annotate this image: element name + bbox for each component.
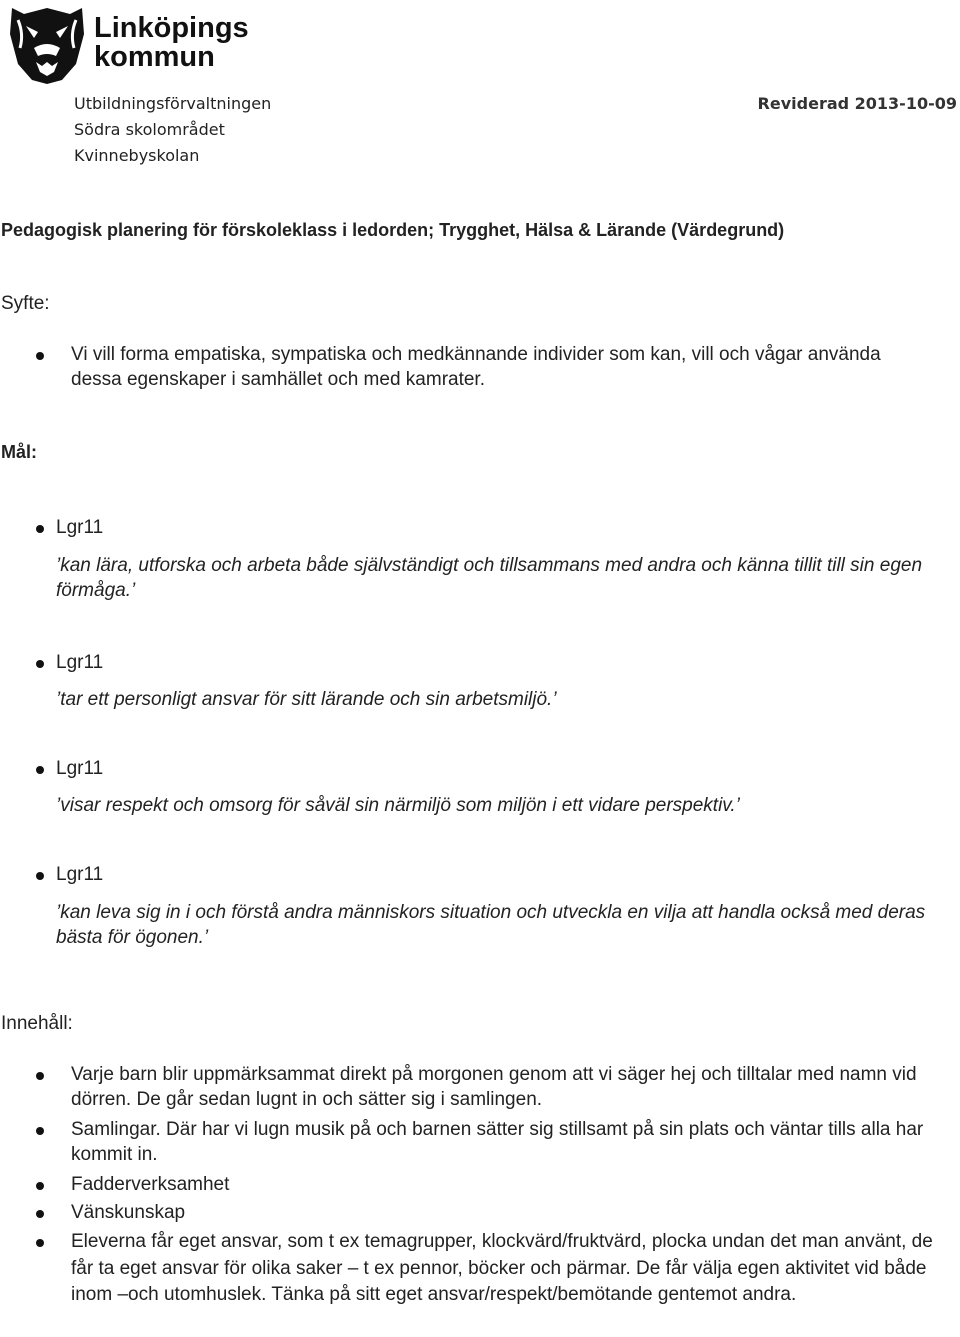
innehall-item-3: Fadderverksamhet bbox=[71, 1174, 230, 1195]
lion-logo-icon bbox=[4, 4, 90, 86]
mal-item-1-quote: ’kan lära, utforska och arbeta både självständigt och tillsammans med andra och känna tillit till sin egen förmåga.’ bbox=[56, 555, 923, 601]
mal-item-3-quote: ’visar respekt och omsorg för såväl sin närmiljö som miljön i ett vidare perspektiv.’ bbox=[56, 795, 740, 816]
mal-item-4-quote: ’kan leva sig in i och förstå andra människors situation och utveckla en vilja att handla också med deras bästa för ögonen.’ bbox=[56, 902, 926, 948]
bullet-icon bbox=[36, 1072, 44, 1080]
revision-date: Reviderad 2013-10-09 bbox=[757, 94, 957, 113]
section-heading-mal: Mål: bbox=[1, 442, 37, 462]
bullet-icon bbox=[36, 766, 44, 774]
mal-item-2-source: Lgr11 bbox=[56, 652, 104, 673]
organization-block bbox=[74, 91, 271, 169]
logo-line-2: kommun bbox=[94, 41, 215, 73]
innehall-item-5: Eleverna får eget ansvar, som t ex temagrupper, klockvärd/fruktvärd, plocka undan det man använt, de får ta eget ansvar för olika saker – t ex pennor, böcker och pärmar. De får välja egen aktivitet vid både inom –och utomhuslek. Tänka på sitt eget ansvar/respekt/bemötande gentemot andra. bbox=[71, 1231, 933, 1305]
org-line-3: Kvinnebyskolan bbox=[74, 146, 200, 165]
bullet-icon bbox=[36, 1210, 44, 1218]
section-heading-syfte: Syfte: bbox=[1, 293, 50, 314]
logo-line-1: Linköpings bbox=[94, 12, 249, 44]
section-heading-innehall: Innehåll: bbox=[1, 1013, 73, 1034]
mal-item-4-source: Lgr11 bbox=[56, 864, 104, 885]
bullet-icon bbox=[36, 1239, 44, 1247]
bullet-icon bbox=[36, 352, 44, 360]
logo-text bbox=[94, 14, 249, 72]
mal-item-1-source: Lgr11 bbox=[56, 517, 104, 538]
innehall-item-1: Varje barn blir uppmärksammat direkt på morgonen genom att vi säger hej och tilltalar med namn vid dörren. De går sedan lugnt in och sätter sig i samlingen. bbox=[71, 1064, 917, 1110]
mal-item-3-source: Lgr11 bbox=[56, 758, 104, 779]
syfte-item-1: Vi vill forma empatiska, sympatiska och medkännande individer som kan, vill och vågar använda dessa egenskaper i samhället och med kamrater. bbox=[71, 344, 881, 390]
bullet-icon bbox=[36, 660, 44, 668]
innehall-item-4: Vänskunskap bbox=[71, 1202, 186, 1223]
innehall-item-2: Samlingar. Där har vi lugn musik på och barnen sätter sig stillsamt på sin plats och väntar tills alla har kommit in. bbox=[71, 1119, 924, 1165]
bullet-icon bbox=[36, 872, 44, 880]
bullet-icon bbox=[36, 1127, 44, 1135]
org-line-2: Södra skolområdet bbox=[74, 120, 225, 139]
org-line-1: Utbildningsförvaltningen bbox=[74, 94, 272, 113]
bullet-icon bbox=[36, 1182, 44, 1190]
document-title: Pedagogisk planering för förskoleklass i ledorden; Trygghet, Hälsa & Lärande (Värdegrund) bbox=[1, 220, 785, 240]
mal-item-2-quote: ’tar ett personligt ansvar för sitt lärande och sin arbetsmiljö.’ bbox=[56, 689, 557, 710]
bullet-icon bbox=[36, 525, 44, 533]
